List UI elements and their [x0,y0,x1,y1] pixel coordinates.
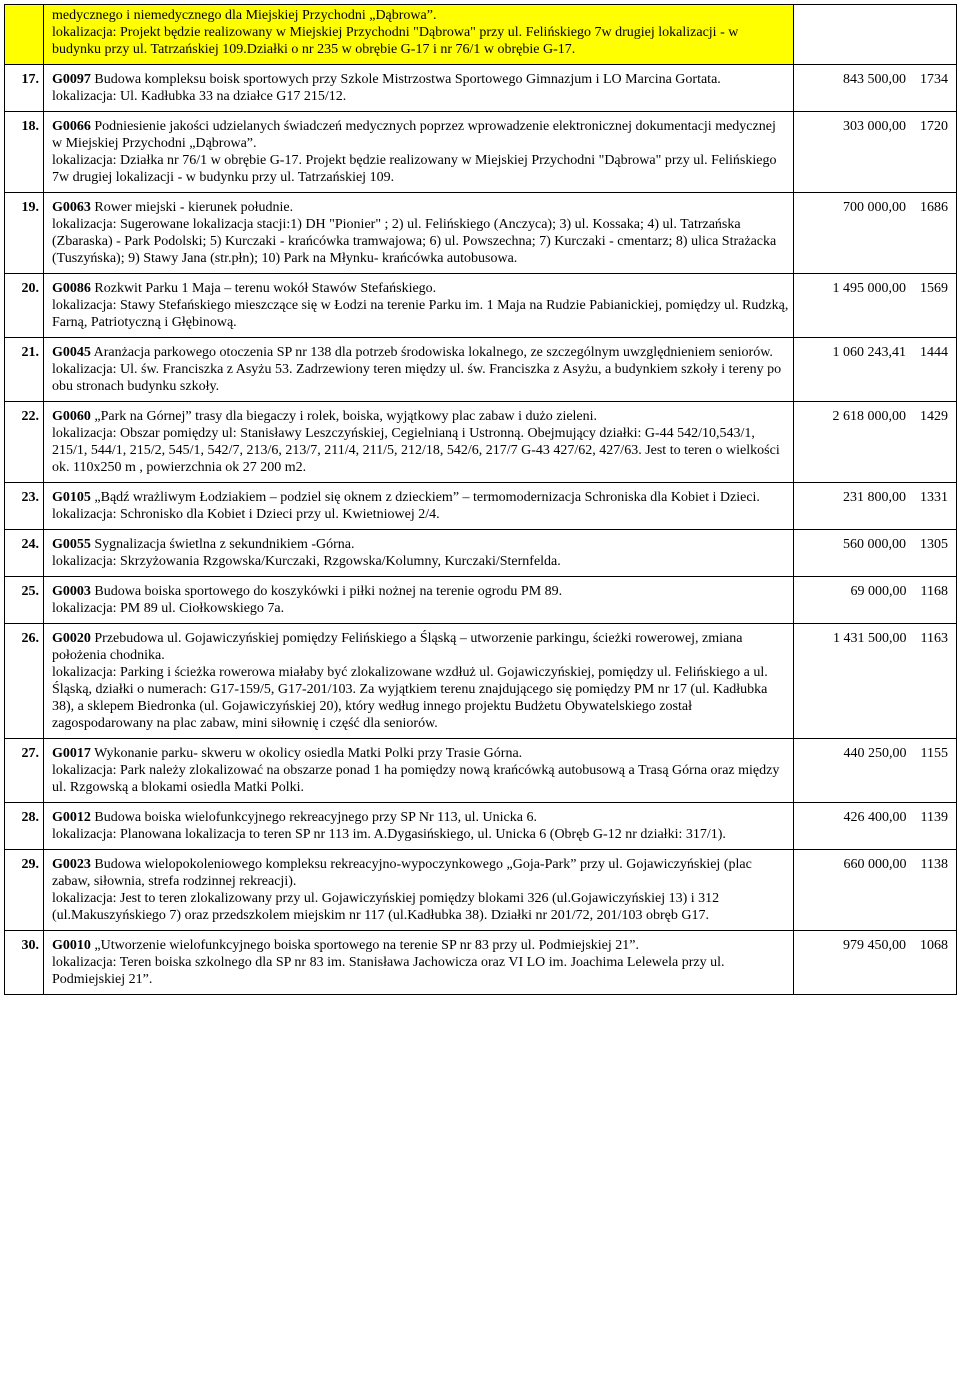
table-row [5,402,957,483]
row-description [44,624,794,739]
project-amount: 2 618 000,00 [832,409,906,424]
project-code: G0003 [52,584,91,599]
project-location: lokalizacja: Obszar pomiędzy ul: Stanisławy Leszczyńskiej, Cegielnianą i Ustronną. Obejmujący działki: G-44 542/10,543/1, 215/1, 544/1, 215/2, 545/1, 542/7, 213/6, 213/7, 211/4, 211/5, 212/18, 542/6, 217/7 G-43 427/62, 427/63. Jest to teren o wielkości ok. 110x250 m , powierzchnia ok 27 200 m2. [52,426,780,475]
project-votes: 1139 [920,810,948,825]
row-description [44,112,794,193]
continuation-location: lokalizacja: Projekt będzie realizowany w Miejskiej Przychodni "Dąbrowa" przy ul. Felińskiego 7w drugiej lokalizacji - w budynku przy ul. Tatrzańskiej 109.Działki o nr 235 w obrębie G-17 i nr 76/1 w obrębie G-17. [52,25,739,57]
project-votes: 1163 [920,631,948,646]
project-votes: 1429 [920,409,948,424]
table-row-continuation [5,5,957,65]
row-number: 18. [5,112,44,193]
project-title: „Utworzenie wielofunkcyjnego boiska sportowego na terenie SP nr 83 przy ul. Podmiejskiej 21”. [94,938,639,953]
row-amount-cell [794,803,957,850]
project-title: Wykonanie parku- skweru w okolicy osiedla Matki Polki przy Trasie Górna. [94,746,523,761]
project-title: Podniesienie jakości udzielanych świadczeń medycznych poprzez wprowadzenie elektronicznej dokumentacji medycznej w Miejskiej Przychodni „Dąbrowa”. [52,119,776,151]
project-location: lokalizacja: Planowana lokalizacja to teren SP nr 113 im. A.Dygasińskiego, ul. Unicka 6 (Obręb G-12 nr działki: 317/1). [52,827,726,842]
project-location: lokalizacja: Skrzyżowania Rzgowska/Kurczaki, Rzgowska/Kolumny, Kurczaki/Sternfelda. [52,554,561,569]
project-location: lokalizacja: Schronisko dla Kobiet i Dzieci przy ul. Kwietniowej 2/4. [52,507,440,522]
project-code: G0105 [52,490,91,505]
project-code: G0060 [52,409,91,424]
row-number: 17. [5,65,44,112]
project-code: G0097 [52,72,91,87]
project-amount: 560 000,00 [843,537,906,552]
project-code: G0020 [52,631,91,646]
project-location: lokalizacja: Ul. św. Franciszka z Asyżu 53. Zadrzewiony teren między ul. św. Franciszka z Asyżu, a budynkiem szkoły i tereny po obu stronach budynku szkoły. [52,362,782,394]
table-row [5,274,957,338]
row-number: 30. [5,931,44,995]
table-row [5,338,957,402]
row-title-line [52,71,789,88]
row-amount-cell [794,530,957,577]
project-votes: 1305 [920,537,948,552]
row-description [44,338,794,402]
row-amount-cell [794,931,957,995]
row-number: 20. [5,274,44,338]
continuation-line: medycznego i niemedycznego dla Miejskiej Przychodni „Dąbrowa”. [52,8,437,23]
row-amount-cell [794,5,957,65]
row-title-line [52,199,789,216]
row-number: 23. [5,483,44,530]
project-code: G0086 [52,281,91,296]
project-votes: 1444 [920,345,948,360]
project-code: G0017 [52,746,91,761]
row-description [44,739,794,803]
row-description [44,850,794,931]
row-description [44,483,794,530]
project-amount: 69 000,00 [850,584,907,599]
project-votes: 1734 [920,72,948,87]
project-code: G0045 [52,345,91,360]
project-location: lokalizacja: Działka nr 76/1 w obrębie G-17. Projekt będzie realizowany w Miejskiej Przychodni "Dąbrowa" przy ul. Felińskiego 7w drugiej lokalizacji - w budynku przy ul. Tatrzańskiej 109. [52,153,777,185]
row-description [44,193,794,274]
project-location: lokalizacja: Parking i ścieżka rowerowa miałaby być zlokalizowane wzdłuż ul. Gojawiczyńskiej, pomiędzy ul. Felińskiego a ul. Śląską, działki o numerach: G17-159/5, G17-201/103. Za wyjątkiem terenu znajdującego się pomiędzy PM nr 17 (ul. Kadłubka 38), a sklepem Biedronka (ul. Gojawiczyńskiej 20), który według innego projektu Budżetu Obywatelskiego został zagospodarowany na plac zabaw, mini siłownię i część dla seniorów. [52,665,768,731]
project-code: G0066 [52,119,91,134]
table-row [5,624,957,739]
project-code: G0012 [52,810,91,825]
projects-table [4,4,957,995]
row-amount-cell [794,624,957,739]
project-title: Aranżacja parkowego otoczenia SP nr 138 dla potrzeb środowiska lokalnego, ze szczególnym uwzględnieniem seniorów. [93,345,773,360]
row-amount-cell [794,65,957,112]
row-number: 24. [5,530,44,577]
row-amount-cell [794,402,957,483]
project-amount: 700 000,00 [843,200,906,215]
project-title: Budowa kompleksu boisk sportowych przy Szkole Mistrzostwa Sportowego Gimnazjum i LO Marcina Gortata. [94,72,721,87]
project-votes: 1720 [920,119,948,134]
project-amount: 426 400,00 [843,810,907,825]
row-description [44,803,794,850]
row-amount-cell [794,739,957,803]
project-amount: 440 250,00 [843,746,907,761]
row-number [5,5,44,65]
row-number: 19. [5,193,44,274]
row-amount-cell [794,577,957,624]
project-code: G0010 [52,938,91,953]
project-votes: 1155 [920,746,948,761]
table-row [5,803,957,850]
row-description [44,530,794,577]
project-location: lokalizacja: Teren boiska szkolnego dla SP nr 83 im. Stanisława Jachowicza oraz VI LO im. Joachima Lelewela przy ul. Podmiejskiej 21”. [52,955,725,987]
row-number: 26. [5,624,44,739]
table-row [5,850,957,931]
project-votes: 1168 [920,584,948,599]
project-votes: 1138 [920,857,948,872]
project-amount: 979 450,00 [843,938,906,953]
row-amount-cell [794,338,957,402]
project-votes: 1068 [920,938,948,953]
row-amount-cell [794,112,957,193]
project-title: Budowa boiska sportowego do koszykówki i piłki nożnej na terenie ogrodu PM 89. [94,584,563,599]
table-row [5,193,957,274]
table-row [5,112,957,193]
row-number: 22. [5,402,44,483]
row-title-line [52,809,789,826]
project-title: Rower miejski - kierunek południe. [94,200,294,215]
row-description [44,5,794,65]
table-row [5,739,957,803]
project-title: Przebudowa ul. Gojawiczyńskiej pomiędzy Felińskiego a Śląską – utworzenie parkingu, ścieżki rowerowej, zmiana położenia chodnika. [52,631,743,663]
project-code: G0063 [52,200,91,215]
row-number: 25. [5,577,44,624]
project-location: lokalizacja: Jest to teren zlokalizowany przy ul. Gojawiczyńskiej pomiędzy blokami 326 (ul.Gojawiczyńskiej 13) i 312 (ul.Makuszyńskiego 7) oraz przedszkolem miejskim nr 117 (ul.Kadłubka 38). Działki nr 201/72, 201/103 obręb G17. [52,891,720,923]
row-description [44,402,794,483]
row-title-line [52,856,789,890]
row-number: 28. [5,803,44,850]
row-amount-cell [794,274,957,338]
row-title-line [52,489,789,506]
project-amount: 1 495 000,00 [832,281,906,296]
project-location: lokalizacja: Park należy zlokalizować na obszarze ponad 1 ha pomiędzy nową krańcówką autobusową a Trasą Górna oraz między ul. Rzgowską a blokami osiedla Matki Polki. [52,763,780,795]
row-title-line [52,280,789,297]
row-title-line [52,118,789,152]
project-location: lokalizacja: PM 89 ul. Ciołkowskiego 7a. [52,601,285,616]
row-amount-cell [794,483,957,530]
row-description [44,274,794,338]
project-title: Sygnalizacja świetlna z sekundnikiem -Górna. [94,537,355,552]
project-title: Budowa wielopokoleniowego kompleksu rekreacyjno-wypoczynkowego „Goja-Park” przy ul. Gojawiczyńskiej (plac zabaw, siłownia, strefa rodzinnej rekreacji). [52,857,752,889]
project-title: Budowa boiska wielofunkcyjnego rekreacyjnego przy SP Nr 113, ul. Unicka 6. [94,810,537,825]
project-title: „Park na Górnej” trasy dla biegaczy i rolek, boiska, wyjątkowy plac zabaw i dużo zieleni. [94,409,598,424]
table-row [5,483,957,530]
project-amount: 231 800,00 [843,490,906,505]
row-title-line [52,630,789,664]
project-votes: 1569 [920,281,948,296]
table-row [5,65,957,112]
project-title: Rozkwit Parku 1 Maja – terenu wokół Stawów Stefańskiego. [94,281,437,296]
row-title-line [52,408,789,425]
project-code: G0023 [52,857,91,872]
row-title-line [52,344,789,361]
project-title: „Bądź wrażliwym Łodziakiem – podziel się oknem z dzieckiem” – termomodernizacja Schroniska dla Kobiet i Dzieci. [94,490,760,505]
row-amount-cell [794,850,957,931]
project-votes: 1686 [920,200,948,215]
project-amount: 1 060 243,41 [832,345,906,360]
row-title-line [52,583,789,600]
project-votes: 1331 [920,490,948,505]
row-number: 21. [5,338,44,402]
project-amount: 843 500,00 [843,72,906,87]
row-title-line [52,937,789,954]
table-row [5,530,957,577]
project-amount: 660 000,00 [843,857,907,872]
project-amount: 1 431 500,00 [833,631,907,646]
table-row [5,577,957,624]
row-number: 27. [5,739,44,803]
project-location: lokalizacja: Stawy Stefańskiego mieszczące się w Łodzi na terenie Parku im. 1 Maja na Rudzie Pabianickiej, pomiędzy ul. Rudzką, Farną, Patriotyczną i Głębinową. [52,298,789,330]
row-description [44,931,794,995]
row-description [44,577,794,624]
project-amount: 303 000,00 [843,119,906,134]
row-amount-cell [794,193,957,274]
project-location: lokalizacja: Ul. Kadłubka 33 na działce G17 215/12. [52,89,347,104]
table-row [5,931,957,995]
row-title-line [52,745,789,762]
row-title-line [52,536,789,553]
row-description [44,65,794,112]
row-number: 29. [5,850,44,931]
project-location: lokalizacja: Sugerowane lokalizacja stacji:1) DH "Pionier" ; 2) ul. Felińskiego (Anczyca); 3) ul. Kossaka; 4) ul. Tatrzańska (Zbaraska) - Park Podolski; 5) Kurczaki - krańcówka tramwajowa; 6) ul. Powszechna; 7) Kurczaki - cmentarz; 8) ulica Strażacka (Tuszyńska); 9) Stawy Jana (str.płn); 10) Park na Młynku- krańcówka autobusowa. [52,217,777,266]
project-code: G0055 [52,537,91,552]
